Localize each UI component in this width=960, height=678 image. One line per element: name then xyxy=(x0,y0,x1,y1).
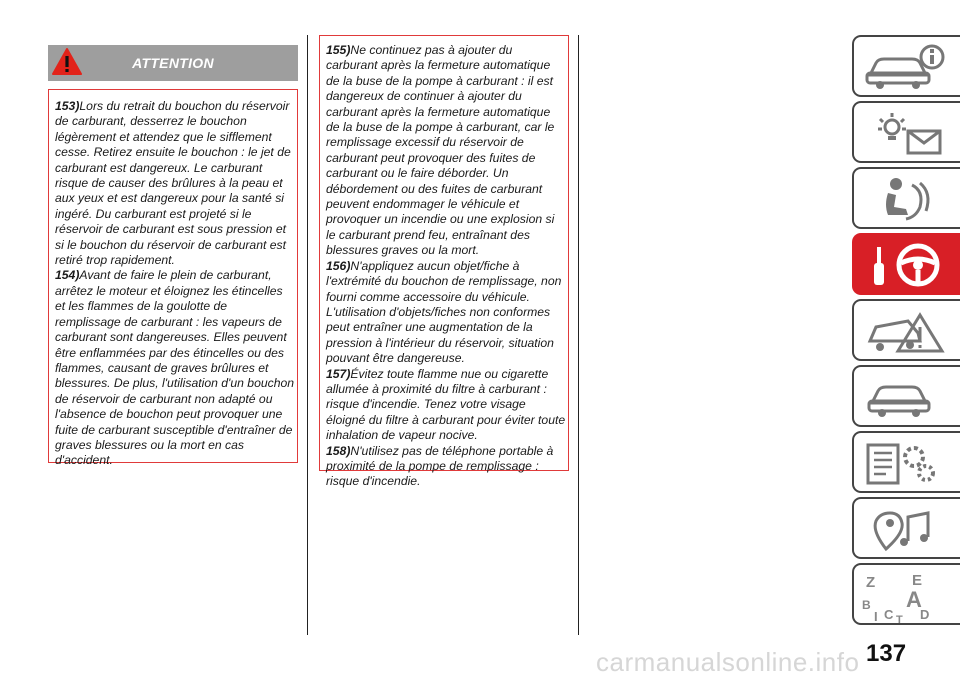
warning-number: 158) xyxy=(326,443,351,458)
specs-gears-icon xyxy=(862,439,952,487)
tab-car-info[interactable] xyxy=(852,35,960,97)
seat-airbag-icon xyxy=(862,175,952,223)
column-divider xyxy=(307,35,308,635)
svg-text:Z: Z xyxy=(866,574,876,591)
warning-paragraph xyxy=(55,99,295,268)
attention-title: ATTENTION xyxy=(132,55,214,71)
warning-paragraph xyxy=(326,259,566,367)
warning-text: Lors du retrait du bouchon du réservoir de carburant, desserrez le bouchon légèrement et attendez que le sifflement cesse. Retirez ensuite le bouchon : le jet de carburant est dangereux. Le carburant risque de causer des brûlures à la peau et aux yeux et est dangereux pour la santé si ingéré. Du carburant est projeté si le réservoir de carburant est sous pression et si le bouchon du réservoir de carburant est retiré trop rapidement. xyxy=(55,99,291,268)
multimedia-icon xyxy=(862,505,952,553)
warning-number: 156) xyxy=(326,258,351,273)
warning-paragraph xyxy=(326,367,566,444)
warning-text: Ne continuez pas à ajouter du carburant après la fermeture automatique de la buse de la pompe à carburant : il est dangereux de continuer à ajouter du carburant après la fermeture automatique de la buse de la pompe à carburant, car le remplissage excessif du réservoir de carburant peut provoquer des fuites de carburant ou le faire déborder. Un débordement ou des fuites de carburant peuvent endommager le véhicule et provoquer un incendie ou une explosion si le carburant prend feu, entraînant des blessures graves ou la mort. xyxy=(326,43,555,258)
warning-text: Évitez toute flamme nue ou cigarette allumée à proximité du filtre à carburant : risque d'incendie. Tenez votre visage éloigné du filtre à carburant pour éviter toute inhalation de vapeur nocive. xyxy=(326,366,566,443)
svg-text:C: C xyxy=(884,607,894,622)
warning-lights-icon xyxy=(862,109,952,157)
warning-box-right xyxy=(319,35,569,489)
tab-index[interactable] xyxy=(852,563,960,625)
warning-number: 153) xyxy=(55,99,80,113)
svg-text:I: I xyxy=(874,609,878,623)
warning-paragraph xyxy=(55,268,295,468)
tab-starting-driving[interactable] xyxy=(852,233,960,295)
warning-paragraph xyxy=(326,444,566,490)
tab-seat-airbag[interactable] xyxy=(852,167,960,229)
tab-specifications[interactable] xyxy=(852,431,960,493)
page-number: 137 xyxy=(866,640,907,667)
svg-text:T: T xyxy=(896,614,903,623)
svg-text:E: E xyxy=(912,572,923,589)
attention-header xyxy=(48,45,298,81)
tab-warning-lights[interactable] xyxy=(852,101,960,163)
warning-text: Avant de faire le plein de carburant, arrêtez le moteur et éloignez les étincelles et les flammes de la goulotte de remplissage de carburant : les vapeurs de carburant sont dangereuses. Elles peuvent être enflammées par des étincelles ou des flammes, causant de graves brûlures et blessures. De plus, l'utilisation d'un bouchon de réservoir de carburant non adapté ou l'absence de bouchon peut provoquer une fuite de carburant susceptible d'entraîner de graves blessures ou la mort en cas d'accident. xyxy=(55,268,295,468)
watermark-text: carmanualsonline.info xyxy=(596,647,860,677)
tab-multimedia[interactable] xyxy=(852,497,960,559)
car-accident-icon xyxy=(862,307,952,355)
svg-text:D: D xyxy=(920,607,930,622)
car-service-icon xyxy=(862,373,952,421)
warning-paragraph xyxy=(326,43,566,259)
svg-text:B: B xyxy=(862,598,871,612)
column-divider xyxy=(578,35,579,635)
key-steering-wheel-icon xyxy=(862,241,952,289)
warning-number: 157) xyxy=(326,366,351,381)
car-info-icon xyxy=(862,43,952,91)
warning-triangle-icon xyxy=(52,47,82,77)
alphabet-index-icon xyxy=(862,571,952,623)
warning-text: N'appliquez aucun objet/fiche à l'extrémité du bouchon de remplissage, non fourni comme accessoire du véhicule. L'utilisation d'objets/fiches non conformes peut entraîner une augmentation de la pression à l'intérieur du réservoir, situation pouvant être dangereuse. xyxy=(326,258,562,366)
tab-service[interactable] xyxy=(852,365,960,427)
svg-text:A: A xyxy=(906,587,922,612)
warning-text: N'utilisez pas de téléphone portable à proximité de la pompe de remplissage : risque d'incendie. xyxy=(326,443,554,489)
warning-number: 155) xyxy=(326,43,351,57)
tab-emergency[interactable] xyxy=(852,299,960,361)
warning-box-left xyxy=(48,89,298,468)
warning-number: 154) xyxy=(55,268,80,283)
